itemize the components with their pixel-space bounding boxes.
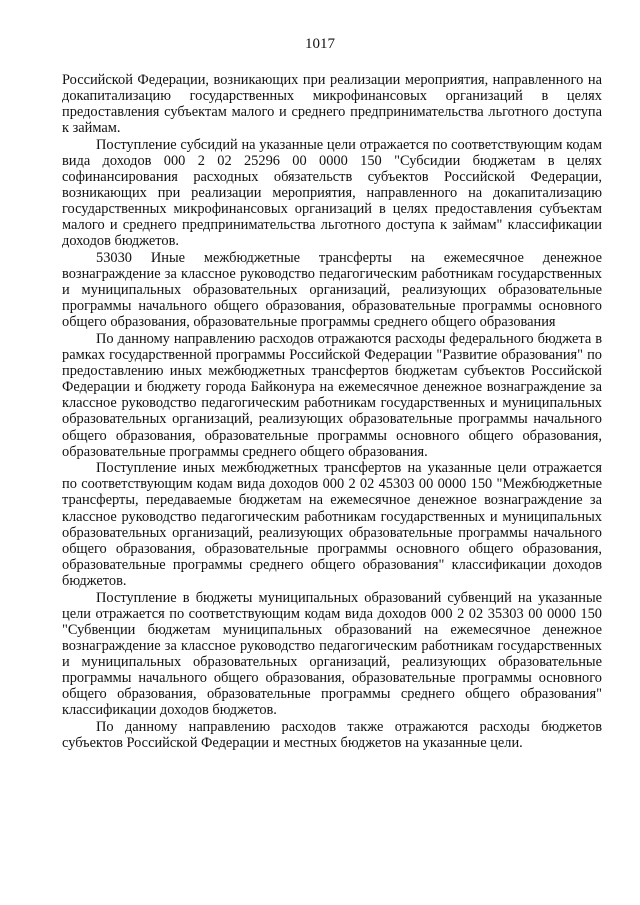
page-number: 1017 bbox=[305, 36, 335, 52]
paragraph-transfers-receipt: Поступление иных межбюджетных трансфертов на указанные цели отражается по соответствующим кодам вида доходов 000 2 02 45303 00 0000 150 "Межбюджетные трансферты, передаваемые бюджетам на ежемесячное денежное вознаграждение за классное руководство педагогическим работникам государственных и муниципальных образовательных организаций, реализующих образовательные программы начального общего образования, образовательные программы основного общего образования, образовательные программы среднего общего образования" классификации доходов бюджетов. bbox=[62, 460, 602, 589]
paragraph-code-53030-heading: 53030 Иные межбюджетные трансферты на ежемесячное денежное вознаграждение за классное руководство педагогическим работникам государственных и муниципальных образовательных организаций, реализующих образовательные программы начального общего образования, образовательные программы основного общего образования, образовательные программы среднего общего образования bbox=[62, 250, 602, 331]
paragraph-federal-expenses: По данному направлению расходов отражаются расходы федерального бюджета в рамках государственной программы Российской Федерации "Развитие образования" по предоставлению иных межбюджетных трансфертов бюджетам субъектов Российской Федерации и бюджету города Байконура на ежемесячное денежное вознаграждение за классное руководство педагогическим работникам государственных и муниципальных образовательных организаций, реализующих образовательные программы начального общего образования, образовательные программы основного общего образования, образовательные программы среднего общего образования. bbox=[62, 331, 602, 460]
paragraph-municipal-subventions: Поступление в бюджеты муниципальных образований субвенций на указанные цели отражается по соответствующим кодам вида доходов 000 2 02 35303 00 0000 150 "Субвенции бюджетам муниципальных образований на ежемесячное денежное вознаграждение за классное руководство педагогическим работникам государственных и муниципальных образовательных организаций, реализующих образовательные программы начального общего образования, образовательные программы основного общего образования, образовательные программы среднего общего образования" классификации доходов бюджетов. bbox=[62, 589, 602, 719]
paragraph-subsidy-receipt: Поступление субсидий на указанные цели отражается по соответствующим кодам вида доходов 000 2 02 25296 00 0000 150 "Субсидии бюджетам в целях софинансирования расходных обязательств субъектов Российской Федерации, возникающих при реализации мероприятия, направленного на докапитализацию государственных микрофинансовых организаций в целях предоставления субъектам малого и среднего предпринимательства льготного доступа к займам" классификации доходов бюджетов. bbox=[62, 136, 602, 250]
document-body bbox=[62, 72, 602, 751]
paragraph-regional-local-expenses: По данному направлению расходов также отражаются расходы бюджетов субъектов Российской Федерации и местных бюджетов на указанные цели. bbox=[62, 718, 602, 751]
paragraph-continuation: Российской Федерации, возникающих при реализации мероприятия, направленного на докапитализацию государственных микрофинансовых организаций в целях предоставления субъектам малого и среднего предпринимательства льготного доступа к займам. bbox=[62, 72, 602, 137]
